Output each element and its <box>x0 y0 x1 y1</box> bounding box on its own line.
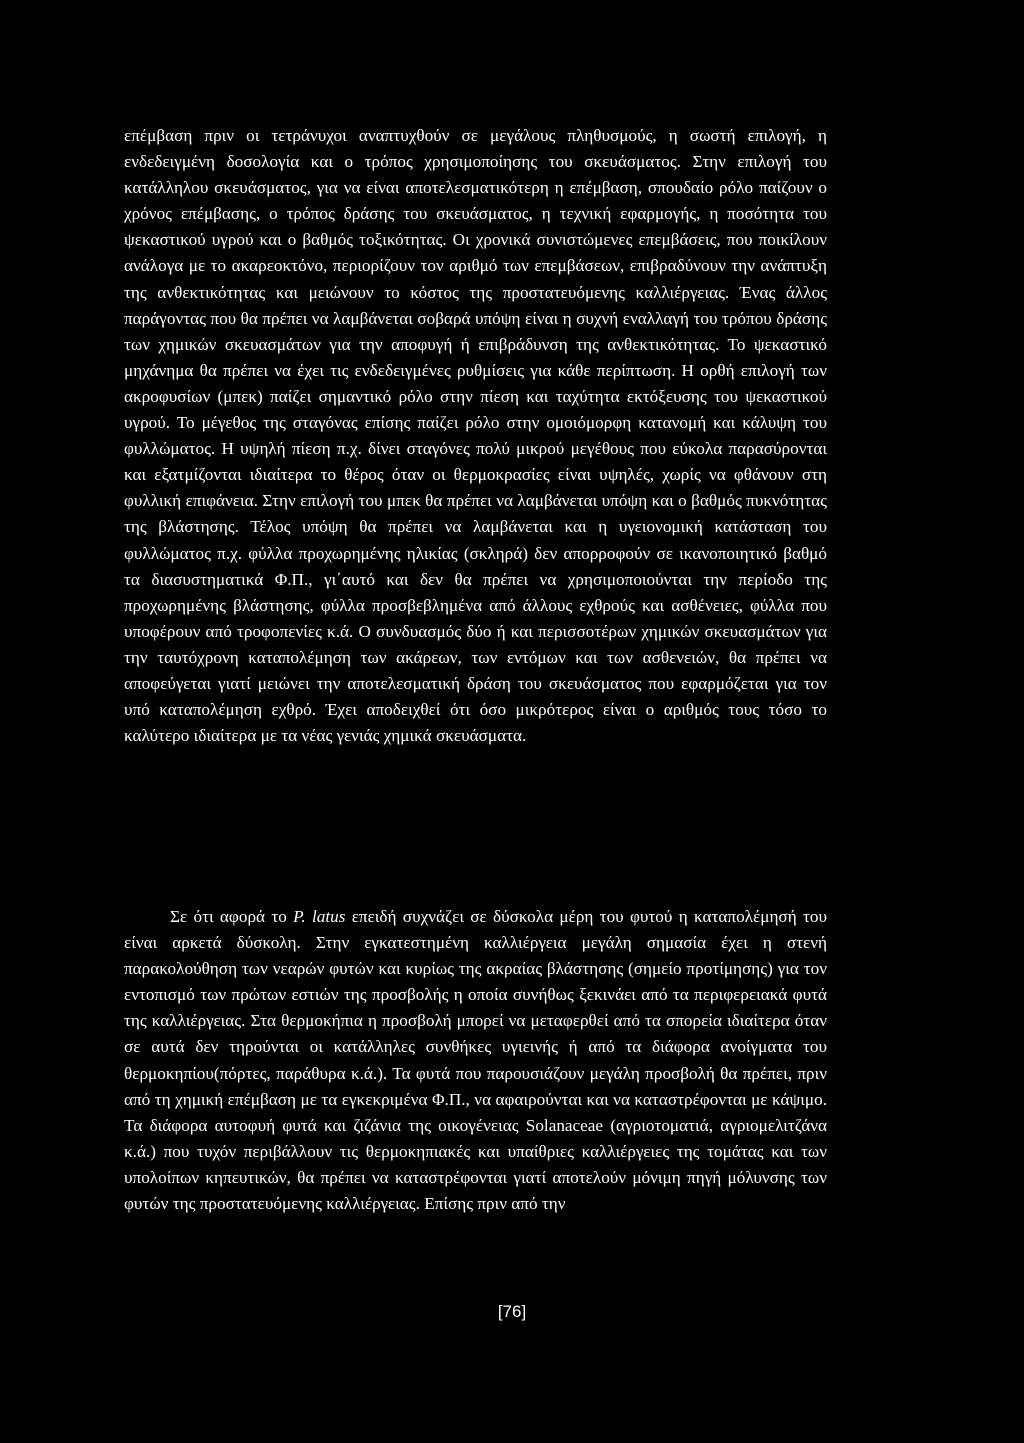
body-text-block-1 <box>124 123 827 749</box>
paragraph-2-rest: επειδή συχνάζει σε δύσκολα μέρη του φυτού η καταπολέμησή του είναι αρκετά δύσκολη. Στην εγκατεστημένη καλλιέργεια μεγάλη σημασία έχει η στενή παρακολούθηση των νεαρών φυτών και κυρίως της ακραίας βλάστησης (σημείο προτίμησης) για τον εντοπισμό των πρώτων εστιών της προσβολής η οποία συνήθως ξεκινάει από τα περιφερειακά φυτά της καλλιέργειας. Στα θερμοκήπια η προσβολή μπορεί να μεταφερθεί από τα σπορεία ιδιαίτερα όταν σε αυτά δεν τηρούνται οι κατάλληλες συνθήκες υγιεινής ή από τα διάφορα ανοίγματα του θερμοκηπίου(πόρτες, παράθυρα κ.ά.). Τα φυτά που παρουσιάζουν μεγάλη προσβολή θα πρέπει, πριν από τη χημική επέμβαση με τα εγκεκριμένα Φ.Π., να αφαιρούνται και να καταστρέφονται με κάψιμο. Τα διάφορα αυτοφυή φυτά και ζιζάνια της οικογένειας Solanaceae (αγριοτοματιά, αγριομελιτζάνα κ.ά.) που τυχόν περιβάλλουν τις θερμοκηπιακές και υπαίθριες καλλιέργειες της τομάτας και των υπολοίπων κηπευτικών, θα πρέπει να καταστρέφονται γιατί αποτελούν μόνιμη πηγή μόλυνσης των φυτών της προστατευόμενης καλλιέργειας. Επίσης πριν από την <box>124 907 827 1214</box>
body-text-block-2 <box>124 904 827 1217</box>
paragraph-2 <box>124 904 827 1217</box>
paragraph-2-lead: Σε ότι αφορά το <box>170 907 294 926</box>
page-number: [76] <box>497 1302 527 1321</box>
species-name: P. latus <box>293 907 346 926</box>
paragraph-1: επέμβαση πριν οι τετράνυχοι αναπτυχθούν σε μεγάλους πληθυσμούς, η σωστή επιλογή, η ενδεδειγμένη δοσολογία και ο τρόπος χρησιμοποίησης του σκευάσματος. Στην επιλογή του κατάλληλου σκευάσματος, για να είναι αποτελεσματικότερη η επέμβαση, σπουδαίο ρόλο παίζουν ο χρόνος επέμβασης, ο τρόπος δράσης του σκευάσματος, η τεχνική εφαρμογής, η ποσότητα του ψεκαστικού υγρού και ο βαθμός τοξικότητας. Οι χρονικά συνιστώμενες επεμβάσεις, που ποικίλουν ανάλογα με το ακαρεοκτόνο, περιορίζουν τον αριθμό των επεμβάσεων, επιβραδύνουν την ανάπτυξη της ανθεκτικότητας και μειώνουν το κόστος της προστατευόμενης καλλιέργειας. Ένας άλλος παράγοντας που θα πρέπει να λαμβάνεται σοβαρά υπόψη είναι η συχνή εναλλαγή του τρόπου δράσης των χημικών σκευασμάτων για την αποφυγή ή επιβράδυνση της ανθεκτικότητας. Το ψεκαστικό μηχάνημα θα πρέπει να έχει τις ενδεδειγμένες ρυθμίσεις για κάθε περίπτωση. Η ορθή επιλογή των ακροφυσίων (μπεκ) παίζει σημαντικό ρόλο στην πίεση και ταχύτητα εκτόξευσης του ψεκαστικού υγρού. Το μέγεθος της σταγόνας επίσης παίζει ρόλο στην ομοιόμορφη κατανομή και κάλυψη του φυλλώματος. Η υψηλή πίεση π.χ. δίνει σταγόνες πολύ μικρού μεγέθους που εύκολα παρασύρονται και εξατμίζονται ιδιαίτερα το θέρος όταν οι θερμοκρασίες είναι υψηλές, χωρίς να φθάνουν στη φυλλική επιφάνεια. Στην επιλογή του μπεκ θα πρέπει να λαμβάνεται υπόψη και ο βαθμός πυκνότητας της βλάστησης. Τέλος υπόψη θα πρέπει να λαμβάνεται και η υγειονομική κατάσταση του φυλλώματος π.χ. φύλλα προχωρημένης ηλικίας (σκληρά) δεν απορροφούν σε ικανοποιητικό βαθμό τα διασυστηματικά Φ.Π., γι΄αυτό και δεν θα πρέπει να χρησιμοποιούνται την περίοδο της προχωρημένης βλάστησης, φύλλα προσβεβλημένα από άλλους εχθρούς και ασθένειες, φύλλα που υποφέρουν από τροφοπενίες κ.ά. Ο συνδυασμός δύο ή και περισσοτέρων χημικών σκευασμάτων για την ταυτόχρονη καταπολέμηση των ακάρεων, των εντόμων και των ασθενειών, θα πρέπει να αποφεύγεται γιατί μειώνει την αποτελεσματική δράση του σκευάσματος που εφαρμόζεται για τον υπό καταπολέμηση εχθρό. Έχει αποδειχθεί ότι όσο μικρότερος είναι ο αριθμός τους τόσο το καλύτερο ιδιαίτερα με τα νέας γενιάς χημικά σκευάσματα. <box>124 126 827 746</box>
